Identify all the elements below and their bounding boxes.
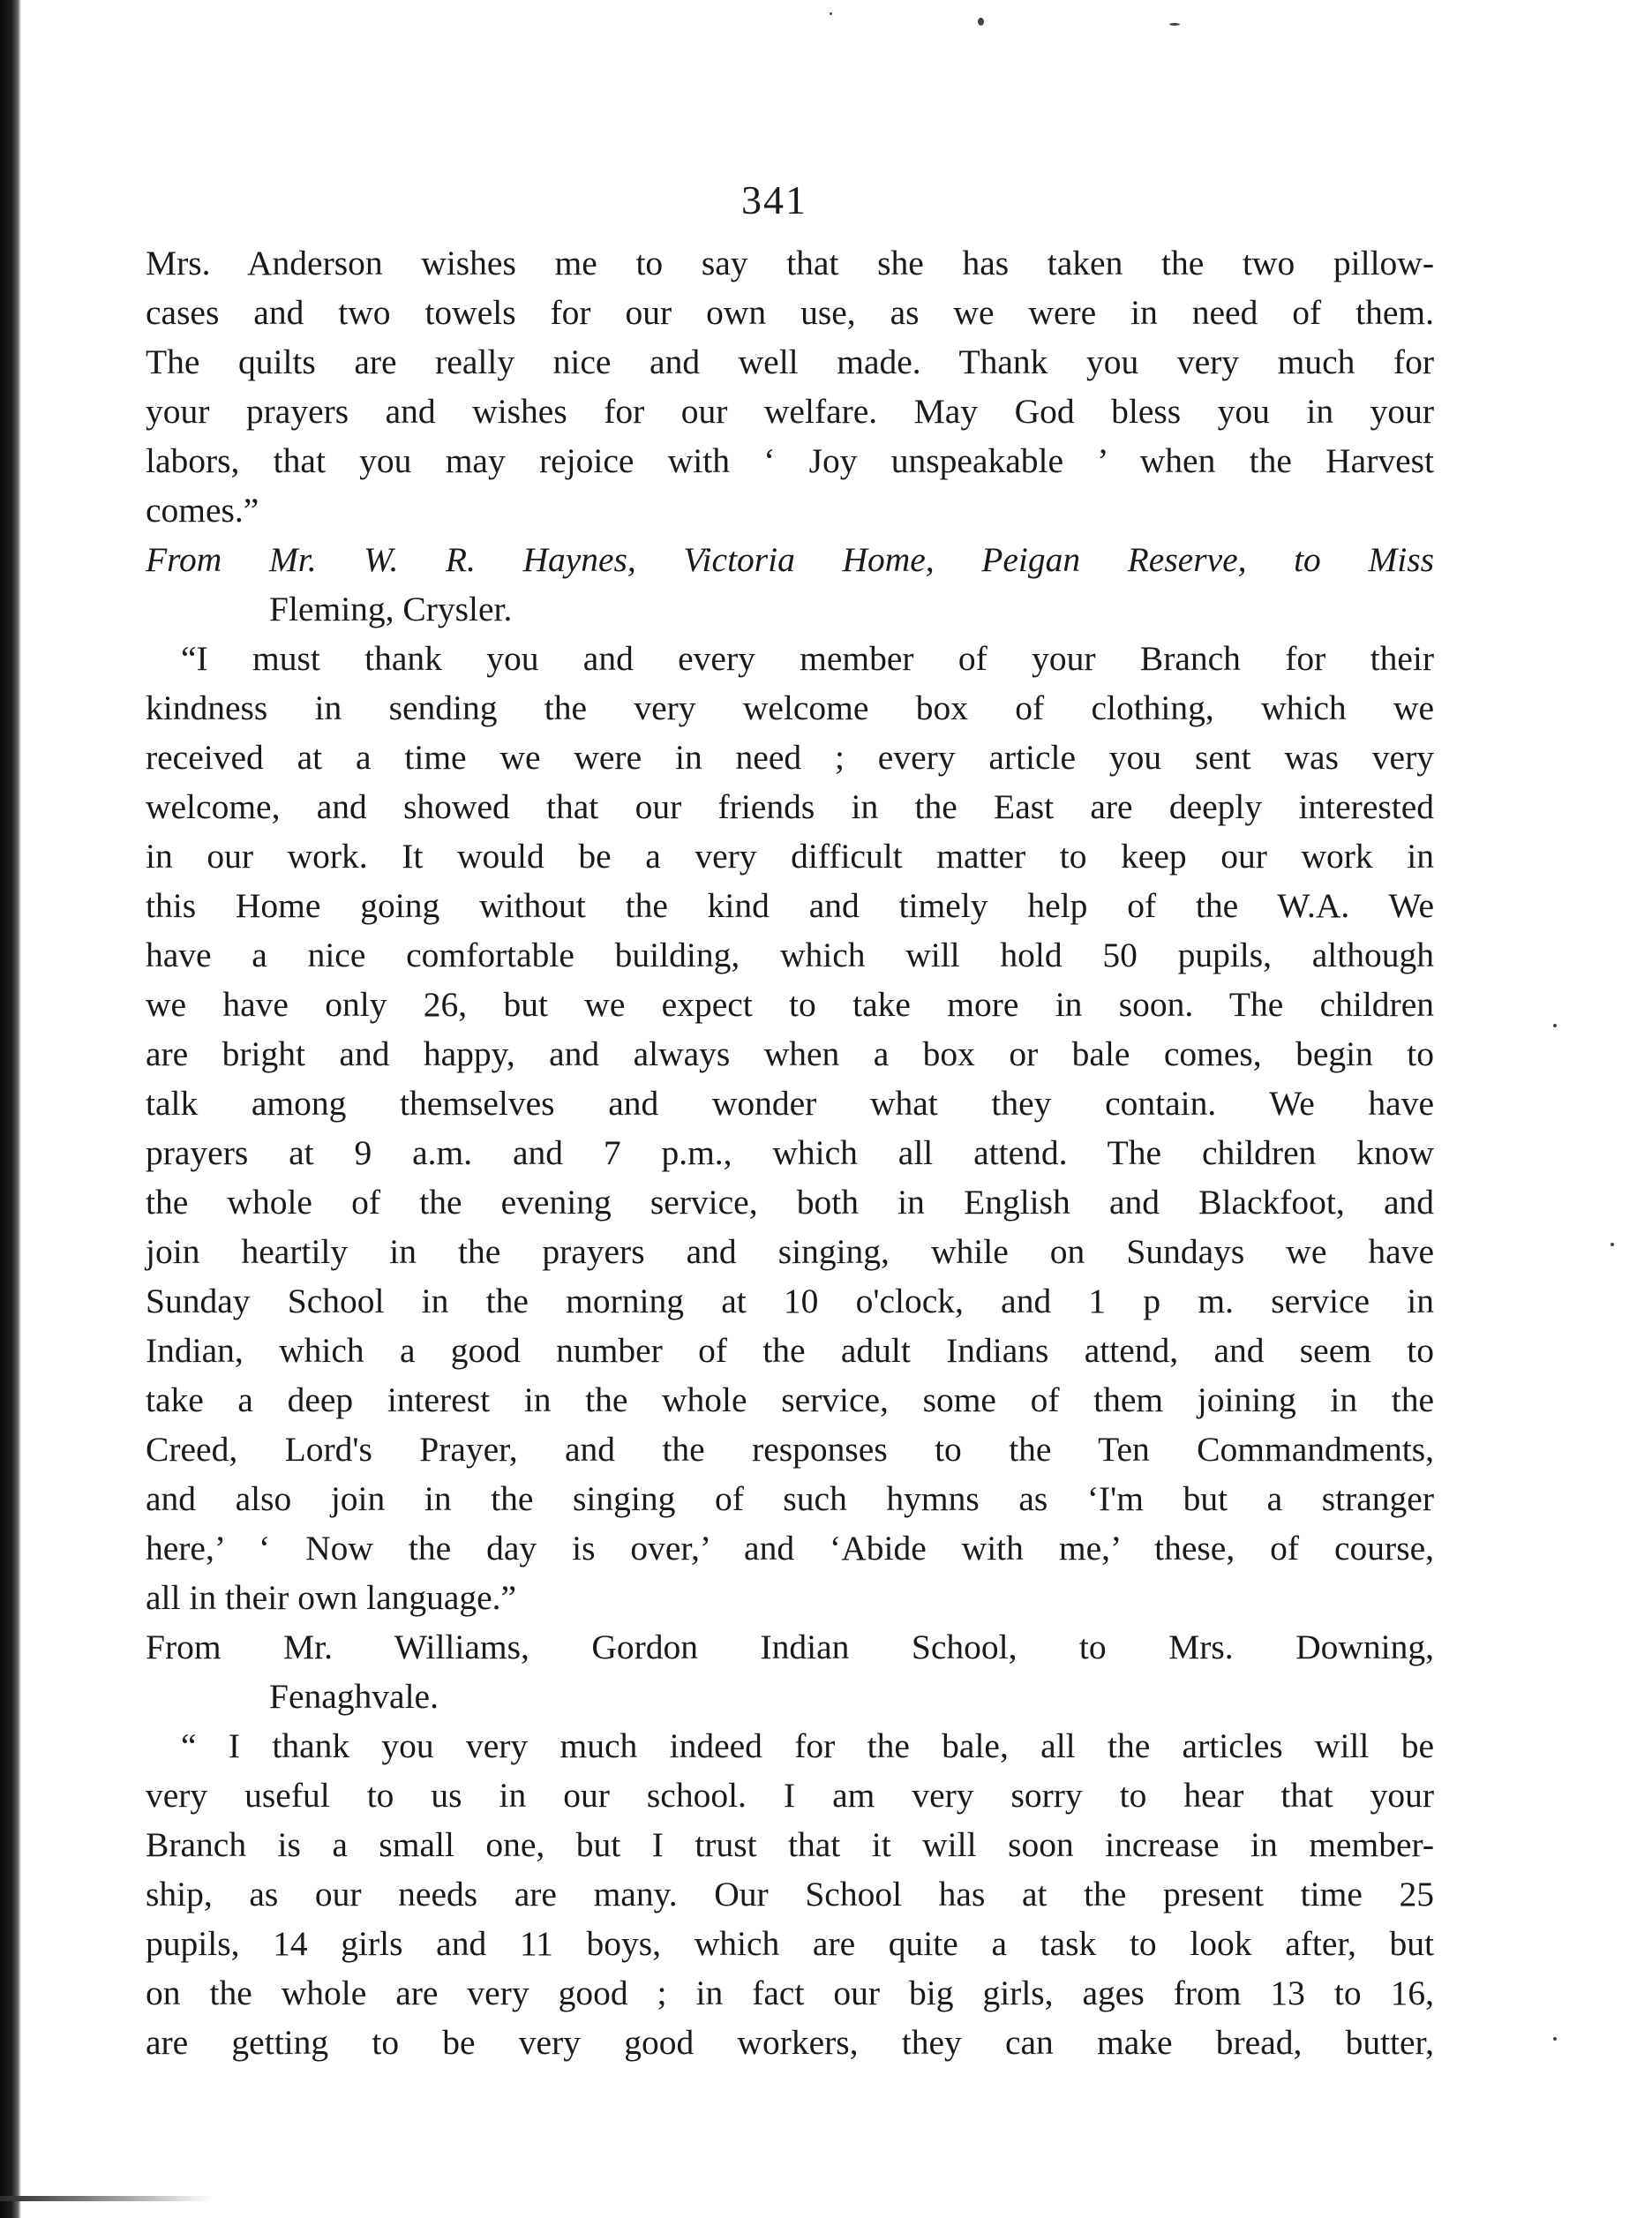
text-line: The quilts are really nice and well made. Thank you very much for	[146, 342, 1434, 381]
text-line: in our work. It would be a very difficult matter to keep our work in	[146, 837, 1434, 876]
scan-speck	[978, 18, 984, 26]
text-line: Indian, which a good number of the adult Indians attend, and seem to	[146, 1331, 1434, 1370]
text-line: the whole of the evening service, both in English and Blackfoot, and	[146, 1183, 1434, 1222]
letter-paragraph	[146, 1721, 1434, 2067]
text-line: ship, as our needs are many. Our School has at the present time 25	[146, 1875, 1434, 1913]
text-line: comes.”	[146, 491, 259, 530]
page-number: 341	[741, 177, 807, 222]
text-line: Branch is a small one, but I trust that it will soon increase in member-	[146, 1825, 1434, 1864]
letter-heading	[146, 1622, 1434, 1721]
text-line: join heartily in the prayers and singing, while on Sundays we have	[146, 1232, 1434, 1271]
text-line: welcome, and showed that our friends in the East are deeply interested	[146, 787, 1434, 826]
scan-speck	[1611, 1243, 1614, 1246]
text-line: From Mr. W. R. Haynes, Victoria Home, Peigan Reserve, to Miss	[146, 540, 1434, 579]
scan-speck	[1553, 1024, 1557, 1027]
text-line: “ I thank you very much indeed for the bale, all the articles will be	[181, 1726, 1434, 1765]
book-spine-shadow	[0, 0, 21, 2218]
scan-speck	[830, 12, 832, 15]
text-line: received at a time we were in need ; every article you sent was very	[146, 738, 1434, 777]
text-line: cases and two towels for our own use, as we were in need of them.	[146, 293, 1434, 332]
text-line: on the whole are very good ; in fact our big girls, ages from 13 to 16,	[146, 1974, 1434, 2012]
text-line: prayers at 9 a.m. and 7 p.m., which all attend. The children know	[146, 1133, 1434, 1172]
text-line: Sunday School in the morning at 10 o'clock, and 1 p m. service in	[146, 1282, 1434, 1320]
text-line: take a deep interest in the whole service, some of them joining in the	[146, 1380, 1434, 1419]
text-line: we have only 26, but we expect to take more in soon. The children	[146, 985, 1434, 1024]
text-line: and also join in the singing of such hymns as ‘I'm but a stranger	[146, 1479, 1434, 1518]
scan-speck	[1553, 2037, 1557, 2041]
text-line: Fleming, Crysler.	[269, 590, 513, 628]
text-line: all in their own language.”	[146, 1578, 517, 1617]
text-line: “I must thank you and every member of your Branch for their	[181, 639, 1434, 678]
text-line: talk among themselves and wonder what they contain. We have	[146, 1084, 1434, 1123]
text-line: your prayers and wishes for our welfare. May God bless you in your	[146, 392, 1434, 431]
text-line: From Mr. Williams, Gordon Indian School, to Mrs. Downing,	[146, 1628, 1434, 1666]
text-line: kindness in sending the very welcome box of clothing, which we	[146, 688, 1434, 727]
text-line: very useful to us in our school. I am very sorry to hear that your	[146, 1776, 1434, 1815]
text-line: have a nice comfortable building, which will hold 50 pupils, although	[146, 936, 1434, 974]
letter-heading	[146, 535, 1434, 634]
text-line: labors, that you may rejoice with ‘ Joy unspeakable ’ when the Harvest	[146, 441, 1434, 480]
scan-edge-shadow	[0, 2196, 212, 2201]
letter-paragraph	[146, 634, 1434, 1622]
letter-paragraph	[146, 238, 1434, 535]
text-line: this Home going without the kind and timely help of the W.A. We	[146, 886, 1434, 925]
text-line: here,’ ‘ Now the day is over,’ and ‘Abide with me,’ these, of course,	[146, 1529, 1434, 1568]
text-line: Creed, Lord's Prayer, and the responses to the Ten Commandments,	[146, 1430, 1434, 1469]
page-body-text	[146, 238, 1434, 2067]
text-line: Mrs. Anderson wishes me to say that she has taken the two pillow-	[146, 244, 1434, 282]
text-line: are getting to be very good workers, they can make bread, butter,	[146, 2023, 1434, 2062]
text-line: pupils, 14 girls and 11 boys, which are quite a task to look after, but	[146, 1924, 1434, 1963]
text-line: Fenaghvale.	[269, 1677, 439, 1716]
scan-speck	[1169, 23, 1180, 26]
text-line: are bright and happy, and always when a box or bale comes, begin to	[146, 1034, 1434, 1073]
